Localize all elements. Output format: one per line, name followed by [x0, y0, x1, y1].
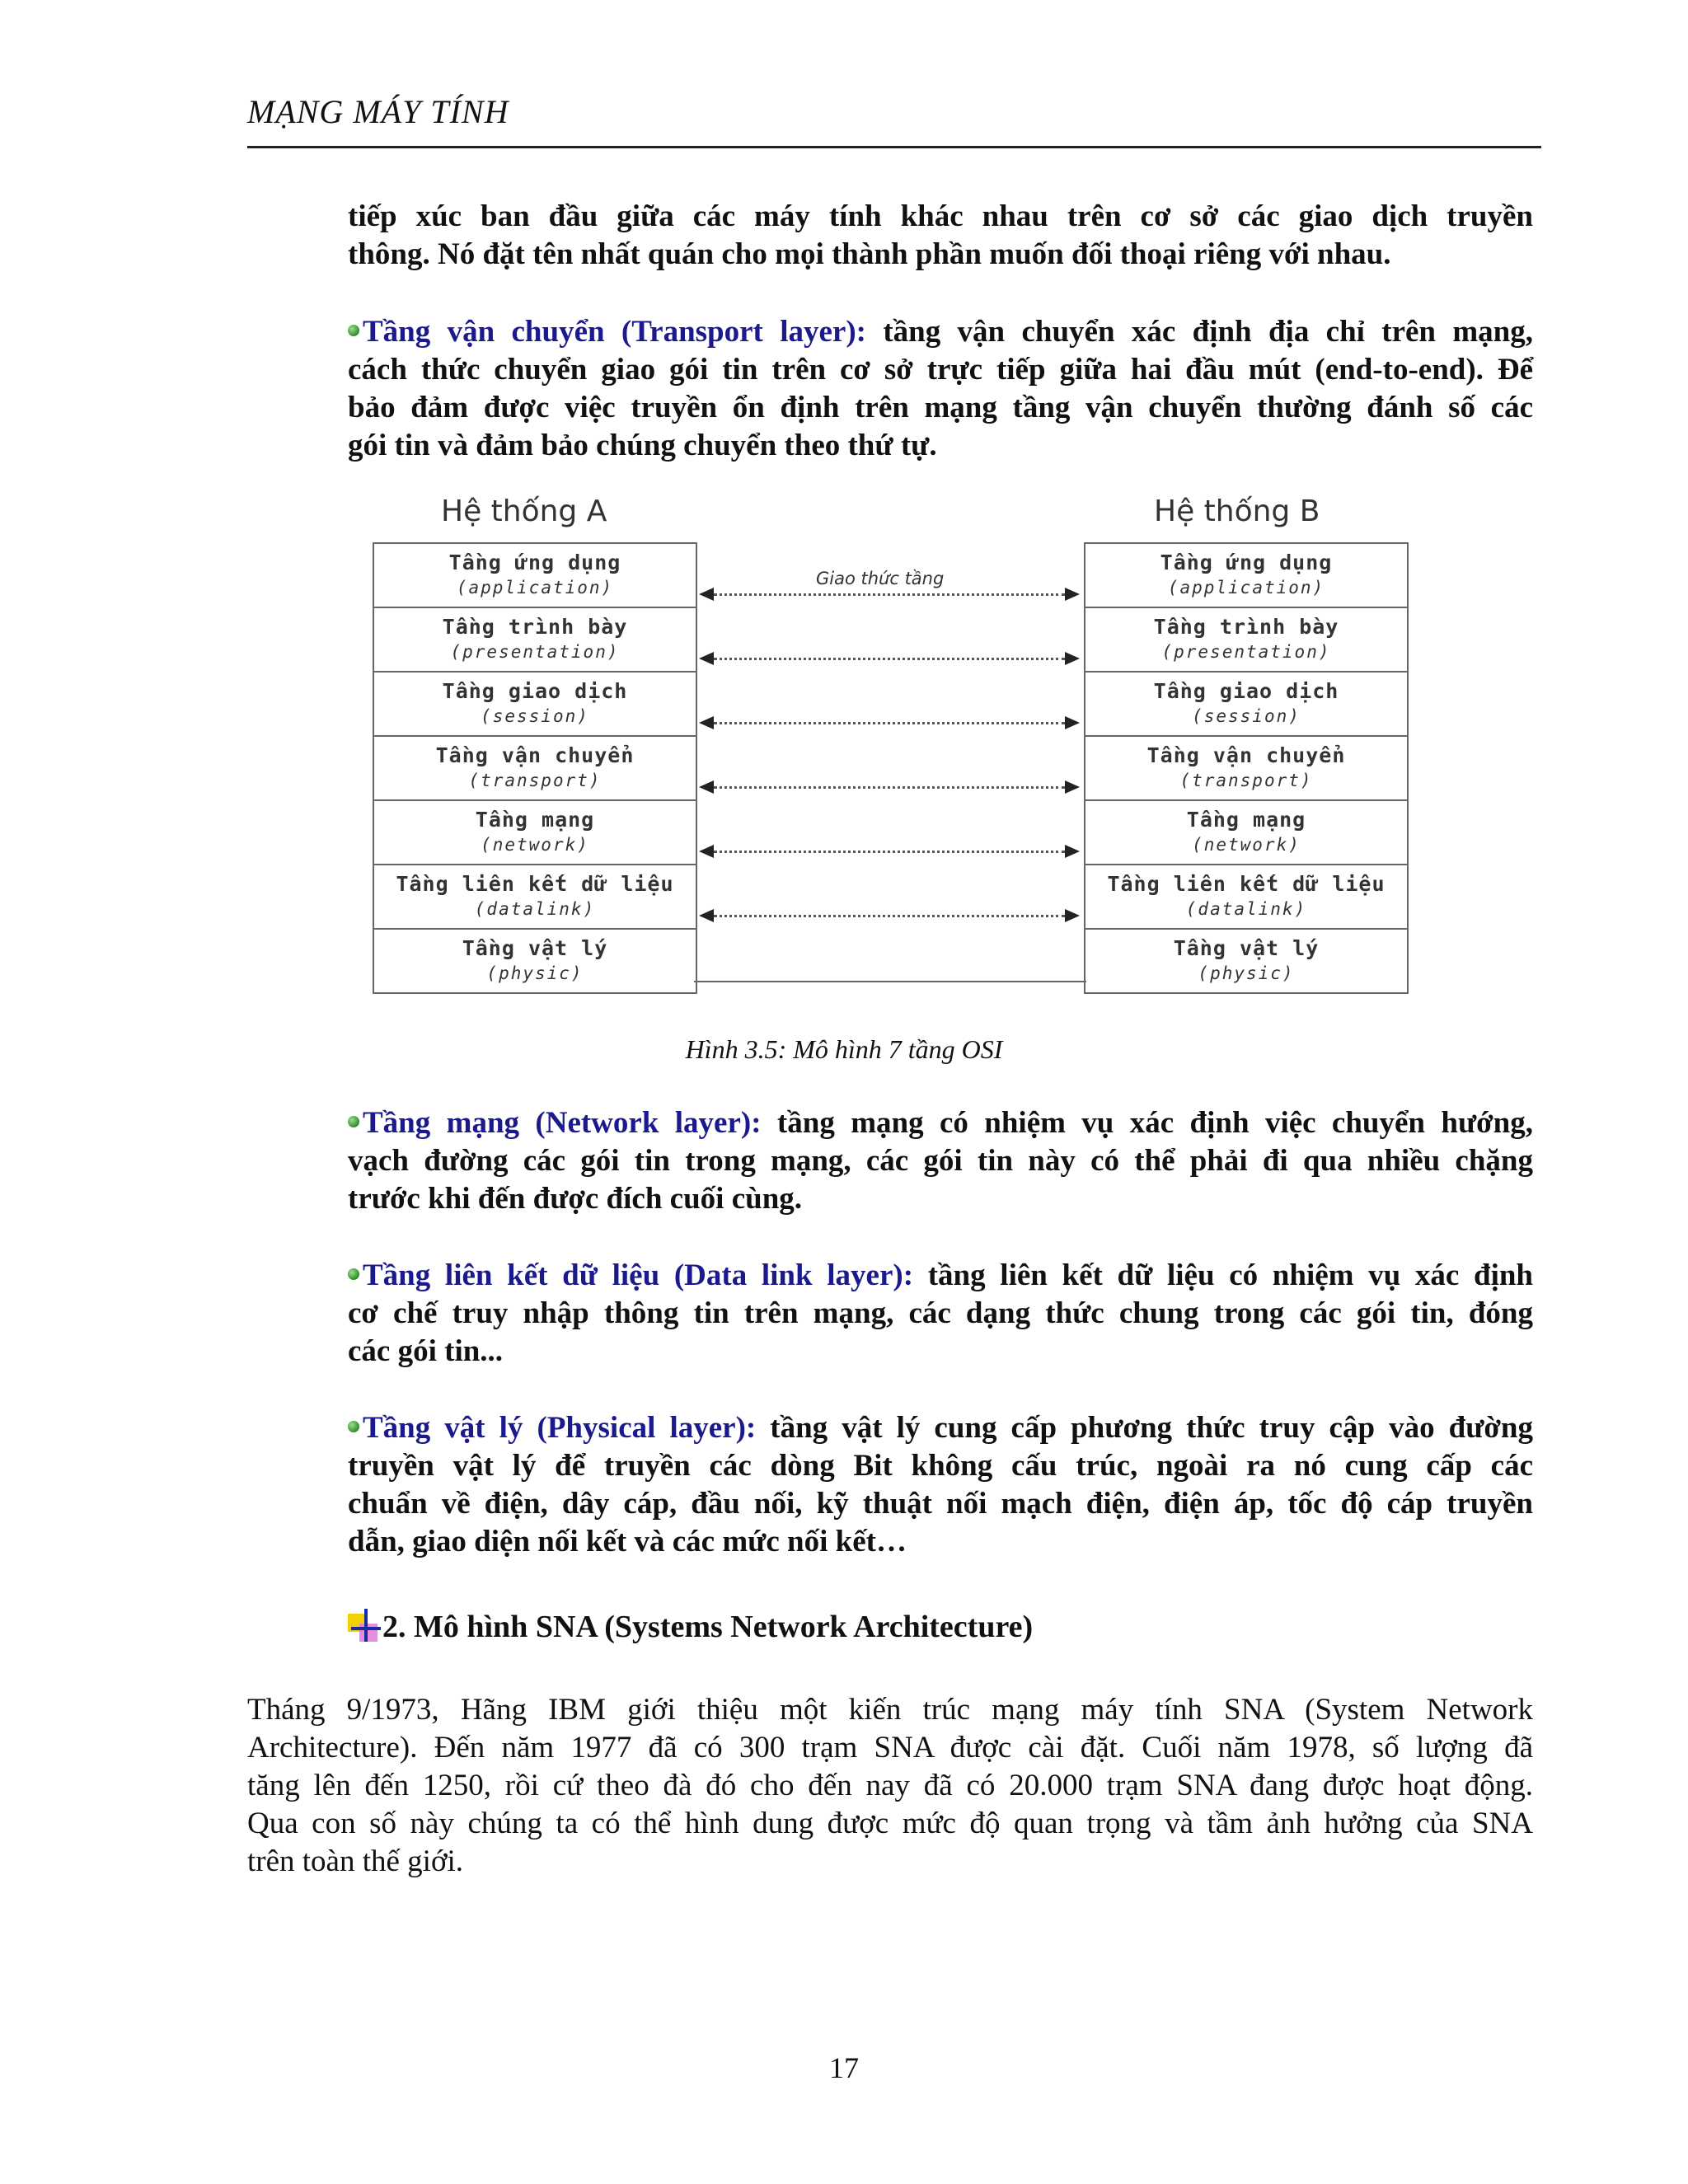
text-line: truyền vật lý để truyền các dòng Bit không cấu trúc, ngoài ra nó cung cấp các: [348, 1449, 1533, 1483]
text-line: cơ chế truy nhập thông tin trên mạng, các dạng thức chung trong các gói tin, đóng: [348, 1296, 1533, 1330]
bullet-icon: [348, 1268, 359, 1280]
osi-diagram: [371, 494, 1409, 1001]
layer-name-en: (application): [456, 578, 614, 598]
text-line: bảo đảm được việc truyền ổn định trên mạng tầng vận chuyển thường đánh số các: [348, 391, 1533, 424]
layer-name-en: (datalink): [474, 899, 596, 919]
layer-name-en: (transport): [468, 771, 602, 790]
text-line: dẫn, giao diện nối kết và các mức nối kết…: [348, 1525, 907, 1558]
layer-cell: [374, 865, 696, 930]
header-title: MẠNG MÁY TÍNH: [247, 93, 509, 130]
text-line: Tháng 9/1973, Hãng IBM giới thiệu một kiến trúc mạng máy tính SNA (System Network: [247, 1693, 1533, 1727]
term-transport: Tầng vận chuyển (Transport layer):: [363, 315, 866, 349]
layer-name: Tầng vật lý: [462, 936, 608, 960]
page-number: 17: [829, 2051, 859, 2084]
layer-cell: [1085, 673, 1407, 737]
text-line: trước khi đến được đích cuối cùng.: [348, 1182, 803, 1216]
text-line: cách thức chuyển giao gói tin trên cơ sở trực tiếp giữa hai đầu mút (end-to-end). Để: [348, 353, 1533, 387]
term-datalink: Tầng liên kết dữ liệu (Data link layer):: [363, 1258, 914, 1292]
layer-name: Tầng vật lý: [1173, 936, 1320, 960]
layer-cell: [374, 673, 696, 737]
layer-cell: [374, 930, 696, 992]
protocol-arrow: [699, 650, 1080, 667]
layer-name-en: (transport): [1179, 771, 1313, 790]
layer-name-en: (application): [1167, 578, 1325, 598]
text-line: tiếp xúc ban đầu giữa các máy tính khác nhau trên cơ sở các giao dịch truyền: [348, 199, 1533, 233]
layer-name: Tầng mạng: [1186, 808, 1306, 832]
text-line: thông. Nó đặt tên nhất quán cho mọi thành phần muốn đối thoại riêng với nhau.: [348, 237, 1391, 271]
text-line: Architecture). Đến năm 1977 đã có 300 trạm SNA được cài đặt. Cuối năm 1978, số lượng đã: [247, 1731, 1533, 1765]
layer-cell: [374, 801, 696, 865]
layer-cell: [1085, 737, 1407, 801]
paragraph-transport: [348, 313, 1533, 465]
physical-link-line: [694, 981, 1086, 982]
paragraph-sna: [247, 1691, 1533, 1881]
arrow-right-icon: [1065, 716, 1080, 729]
arrow-left-icon: [699, 588, 714, 601]
text-line: gói tin và đảm bảo chúng chuyển theo thứ tự.: [348, 429, 937, 462]
arrow-right-icon: [1065, 845, 1080, 858]
layer-name: Tầng mạng: [475, 808, 595, 832]
figure-caption: Hình 3.5: Mô hình 7 tầng OSI: [685, 1034, 1003, 1064]
layer-name: Tầng trình bày: [442, 615, 628, 639]
layer-cell: [374, 737, 696, 801]
arrow-left-icon: [699, 716, 714, 729]
arrow-right-icon: [1065, 909, 1080, 922]
text-line: vạch đường các gói tin trong mạng, các gói tin này có thể phải đi qua nhiều chặng: [348, 1144, 1533, 1178]
paragraph-datalink: [348, 1257, 1533, 1371]
layer-name-en: (physic): [1198, 963, 1295, 983]
text-line: Qua con số này chúng ta có thể hình dung được mức độ quan trọng và tầm ảnh hưởng của SNA: [247, 1807, 1533, 1840]
bullet-icon: [348, 1421, 359, 1432]
section-heading: [348, 1609, 1033, 1645]
system-b-title: Hệ thống B: [1154, 494, 1320, 528]
protocol-arrow: [699, 843, 1080, 860]
text-line: tầng liên kết dữ liệu có nhiệm vụ xác định: [913, 1258, 1534, 1292]
layer-name: Tầng liên kết dữ liệu: [396, 872, 674, 896]
layer-name-en: (session): [1192, 706, 1301, 726]
text-line: trên toàn thế giới.: [247, 1844, 464, 1878]
text-line: các gói tin...: [348, 1334, 504, 1368]
text-line: chuẩn về điện, dây cáp, đầu nối, kỹ thuật nối mạch điện, điện áp, tốc độ cáp truyền: [348, 1487, 1533, 1521]
bullet-icon: [348, 325, 359, 336]
protocol-arrow: [699, 586, 1080, 602]
arrow-right-icon: [1065, 588, 1080, 601]
layer-name: Tầng vận chuyển: [1146, 743, 1346, 767]
arrow-right-icon: [1065, 780, 1080, 794]
layer-cell: [1085, 544, 1407, 608]
layer-name: Tầng trình bày: [1153, 615, 1339, 639]
layer-cell: [1085, 801, 1407, 865]
layer-name-en: (presentation): [450, 642, 620, 662]
protocol-arrow: [699, 907, 1080, 924]
term-network: Tầng mạng (Network layer):: [363, 1106, 762, 1140]
text-line: tầng vật lý cung cấp phương thức truy cập vào đường: [756, 1411, 1533, 1445]
text-line: tầng vận chuyển xác định địa chỉ trên mạng,: [865, 315, 1533, 349]
text-line: tăng lên đến 1250, rồi cứ theo đà đó cho đến nay đã có 20.000 trạm SNA đang được hoạt động.: [247, 1769, 1533, 1802]
layer-name-en: (network): [1192, 835, 1301, 855]
section-heading-text: 2. Mô hình SNA (Systems Network Architecture): [382, 1610, 1034, 1644]
protocol-arrow: [699, 715, 1080, 731]
text-line: tầng mạng có nhiệm vụ xác định việc chuyển hướng,: [761, 1106, 1533, 1140]
arrow-left-icon: [699, 845, 714, 858]
paragraph-physical: [348, 1409, 1533, 1561]
bullet-icon: [348, 1116, 359, 1127]
layer-name-en: (presentation): [1161, 642, 1331, 662]
layer-name: Tầng liên kết dữ liệu: [1107, 872, 1386, 896]
layer-name: Tầng giao dịch: [442, 679, 628, 703]
layer-name: Tầng vận chuyển: [435, 743, 635, 767]
section-icon: [348, 1609, 381, 1642]
paragraph-session: [348, 198, 1533, 274]
layer-name-en: (physic): [486, 963, 584, 983]
arrow-left-icon: [699, 780, 714, 794]
protocol-label: Giao thức tầng: [816, 569, 945, 588]
header-rule: [247, 146, 1541, 148]
layer-cell: [374, 544, 696, 608]
layer-cell: [1085, 930, 1407, 992]
system-b-stack: [1084, 542, 1409, 994]
layer-name-en: (session): [481, 706, 589, 726]
layer-cell: [1085, 865, 1407, 930]
arrow-right-icon: [1065, 652, 1080, 665]
arrow-left-icon: [699, 652, 714, 665]
system-a-stack: [373, 542, 697, 994]
paragraph-network: [348, 1104, 1533, 1218]
arrow-left-icon: [699, 909, 714, 922]
layer-name-en: (datalink): [1185, 899, 1307, 919]
layer-name: Tầng giao dịch: [1153, 679, 1339, 703]
layer-name: Tầng ứng dụng: [1160, 551, 1333, 574]
layer-name: Tầng ứng dụng: [448, 551, 621, 574]
protocol-arrow: [699, 779, 1080, 795]
layer-name-en: (network): [481, 835, 589, 855]
layer-cell: [374, 608, 696, 673]
system-a-title: Hệ thống A: [441, 494, 607, 528]
term-physical: Tầng vật lý (Physical layer):: [363, 1411, 757, 1445]
layer-cell: [1085, 608, 1407, 673]
